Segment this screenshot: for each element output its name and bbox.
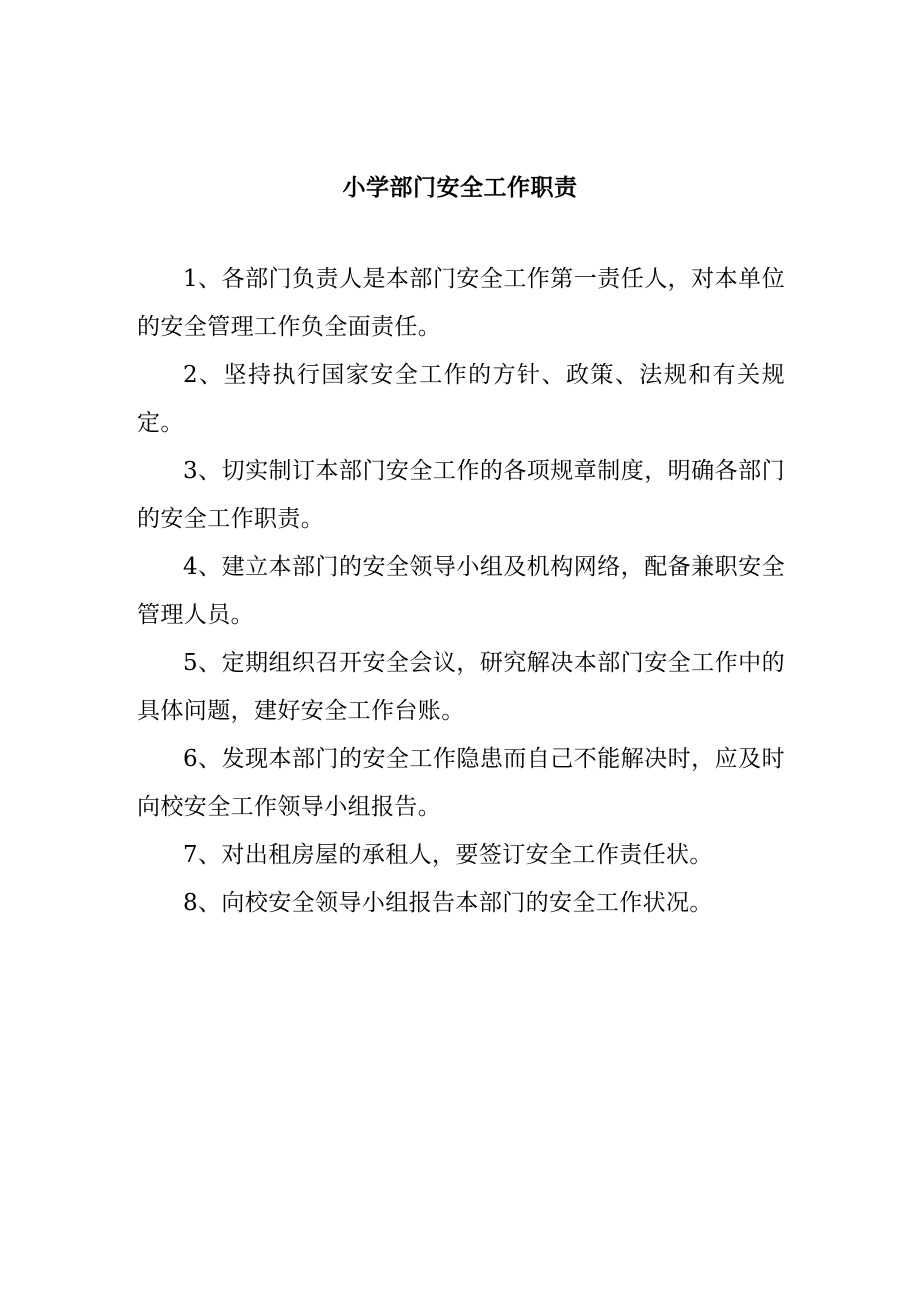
clause-1: 1、各部门负责人是本部门安全工作第一责任人，对本单位的安全管理工作负全面责任。 [137,266,785,340]
clause-5: 5、定期组织召开安全会议，研究解决本部门安全工作中的具体问题，建好安全工作台账。 [137,650,785,724]
clause-2: 2、坚持执行国家安全工作的方针、政策、法规和有关规定。 [137,362,785,436]
clause-3: 3、切实制订本部门安全工作的各项规章制度，明确各部门的安全工作职责。 [137,458,785,532]
clause-6: 6、发现本部门的安全工作隐患而自己不能解决时，应及时向校安全工作领导小组报告。 [137,746,785,820]
document-title: 小学部门安全工作职责 [342,174,578,201]
clause-4: 4、建立本部门的安全领导小组及机构网络，配备兼职安全管理人员。 [137,554,785,628]
clause-7: 7、对出租房屋的承租人，要签订安全工作责任状。 [183,842,713,868]
clause-8: 8、向校安全领导小组报告本部门的安全工作状况。 [183,890,713,916]
document-body [137,255,785,927]
